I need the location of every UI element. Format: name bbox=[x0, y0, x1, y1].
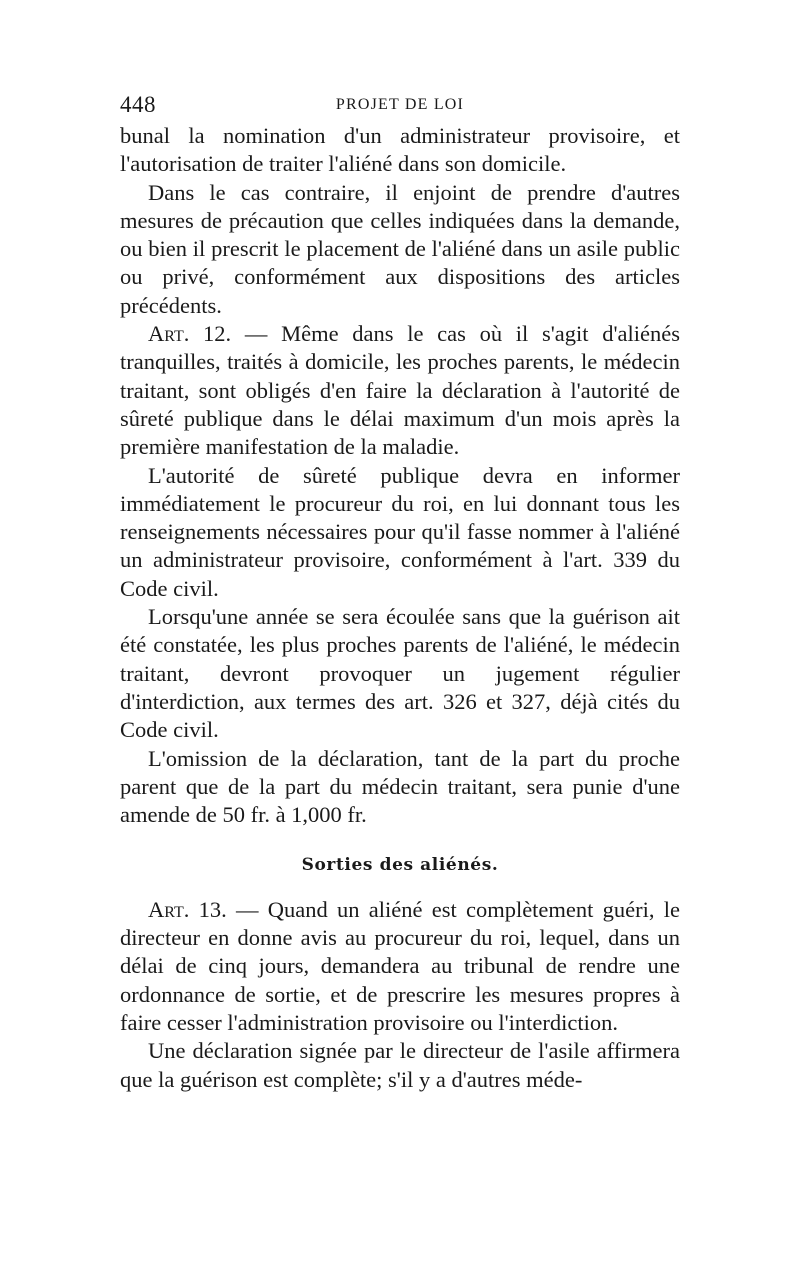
article-label: Art. 12. bbox=[148, 321, 232, 347]
article-13-paragraph bbox=[120, 896, 680, 1037]
paragraph-text: — Même dans le cas où il s'agit d'aliénés tranquilles, traités à domicile, les proches parents, le médecin traitant, sont obligés d'en faire la déclaration à l'autorité de sûreté publique dans le délai maximum d'un mois après la première manifestation de la maladie. bbox=[120, 321, 681, 460]
paragraph-text: — Quand un aliéné est complètement guéri, le directeur en donne avis au procureur du roi, lequel, dans un délai de cinq jours, demandera au tribunal de rendre une ordonnance de sortie, et de prescrire les mesures propres à faire cesser l'administration provisoire ou l'interdiction. bbox=[120, 896, 681, 1035]
paragraph-text: L'omission de la déclaration, tant de la part du proche parent que de la part du médecin traitant, sera punie d'une amende de 50 fr. à 1,000 fr. bbox=[120, 745, 680, 828]
page-number: 448 bbox=[120, 92, 156, 117]
running-head bbox=[120, 92, 680, 118]
paragraph bbox=[120, 1037, 680, 1094]
article-label: Art. 13. bbox=[148, 896, 227, 922]
paragraph bbox=[120, 603, 680, 744]
paragraph bbox=[120, 179, 680, 320]
paragraph bbox=[120, 462, 680, 603]
paragraph bbox=[120, 745, 680, 830]
section-heading: Sorties des aliénés. bbox=[301, 855, 499, 876]
body-text bbox=[120, 122, 680, 1094]
paragraph bbox=[120, 122, 680, 179]
paragraph-text: Lorsqu'une année se sera écoulée sans que la guérison ait été constatée, les plus proches parents de l'aliéné, le médecin traitant, devront provoquer un jugement régulier d'interdiction, aux termes des art. 326 et 327, déjà cités du Code civil. bbox=[120, 604, 680, 743]
paragraph-text: Dans le cas contraire, il enjoint de prendre d'autres mesures de précaution que celles indiquées dans la demande, ou bien il prescrit le placement de l'aliéné dans un asile public ou privé, conformément aux dispositions des articles précédents. bbox=[120, 179, 680, 318]
paragraph-text: L'autorité de sûreté publique devra en informer immédiatement le procureur du roi, en lui donnant tous les renseignements nécessaires pour qu'il fasse nommer à l'aliéné un administrateur provisoire, conformément à l'art. 339 du Code civil. bbox=[120, 462, 680, 601]
paragraph-text: Une déclaration signée par le directeur de l'asile affirmera que la guérison est complète; s'il y a d'autres méde- bbox=[120, 1038, 680, 1092]
paragraph-text: bunal la nomination d'un administrateur provisoire, et l'autorisation de traiter l'aliéné dans son domicile. bbox=[120, 123, 680, 177]
running-title: PROJET DE LOI bbox=[335, 96, 465, 113]
article-12-paragraph bbox=[120, 320, 680, 461]
